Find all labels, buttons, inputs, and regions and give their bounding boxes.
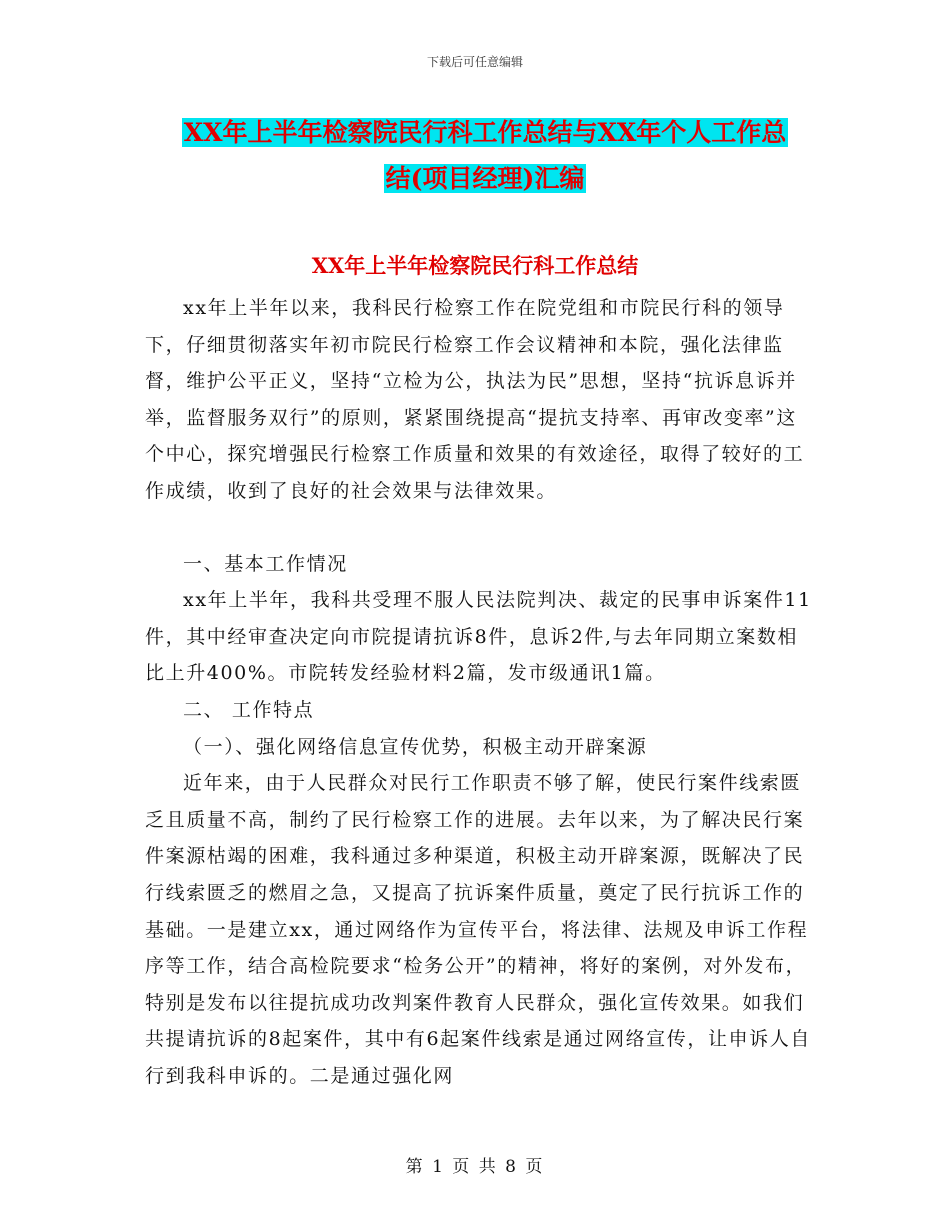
title-line-1: XX年上半年检察院民行科工作总结与XX年个人工作总: [183, 118, 787, 147]
page-footer: 第 1 页 共 8 页: [405, 1157, 545, 1177]
heading-basic-situation: 一、基本工作情况: [183, 552, 348, 575]
paragraph-subsection-1: 近年来，由于人民群众对民行工作职责不够了解，使民行案件线索匮乏且质量不高，制约了民行检察工作的进展。去年以来，为了解决民行案件案源枯竭的困难，我科通过多种渠道，积极主动开辟案源，既解决了民行线索匮乏的燃眉之急，又提高了抗诉案件质量，奠定了民行抗诉工作的基础。一是建立xx，通过网络作为宣传平台，将法律、法规及申诉工作程序等工作，结合高检院要求“检务公开”的精神，将好的案例，对外发布，特别是发布以往提抗成功改判案件教育人民群众，强化宣传效果。如我们共提请抗诉的8起案件，其中有6起案件线索是通过网络宣传，让申诉人自行到我科申诉的。二是通过强化网: [145, 772, 811, 1087]
heading-subsection-1: （一）、强化网络信息宣传优势，积极主动开辟案源: [183, 735, 648, 758]
paragraph-intro: xx年上半年以来，我科民行检察工作在院党组和市院民行科的领导下，仔细贯彻落实年初市院民行检察工作会议精神和本院，强化法律监督，维护公平正义，坚持“立检为公，执法为民”思想，坚持“抗诉息诉并举，监督服务双行”的原则，紧紧围绕提高“提抗支持率、再审改变率”这个中心，探究增强民行检察工作质量和效果的有效途径，取得了较好的工作成绩，收到了良好的社会效果与法律效果。: [145, 297, 805, 502]
paragraph-gap: [145, 510, 815, 546]
heading-work-features: 二、 工作特点: [183, 698, 315, 721]
paragraph-basic-situation: xx年上半年，我科共受理不服人民法院判决、裁定的民事申诉案件11件，其中经审查决定向市院提请抗诉8件，息诉2件,与去年同期立案数相比上升400%。市院转发经验材料2篇，发市级通讯1篇。: [145, 589, 812, 685]
page-header-note: 下载后可任意编辑: [426, 55, 523, 69]
section-title: XX年上半年检察院民行科工作总结: [311, 253, 639, 278]
title-line-2: 结(项目经理)汇编: [385, 164, 585, 193]
document-title: [140, 110, 830, 202]
document-body: [145, 290, 815, 1094]
